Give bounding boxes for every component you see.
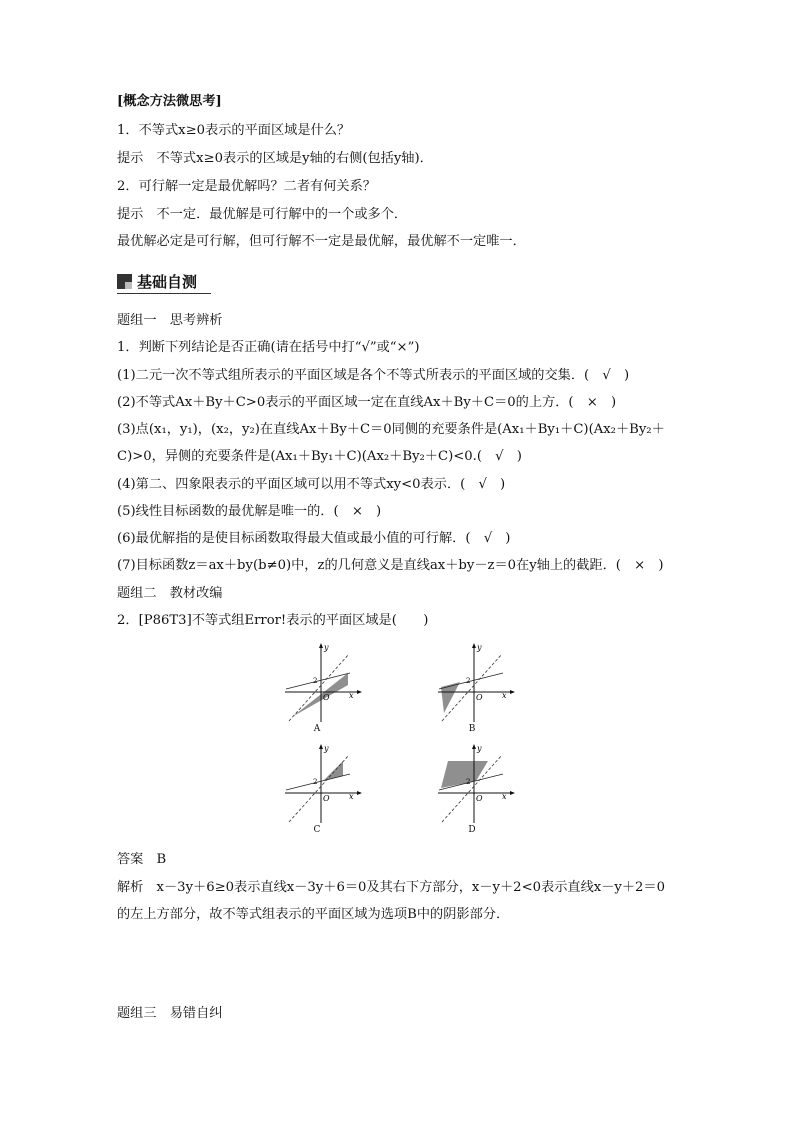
x-label: x [349, 792, 354, 801]
origin-label: O [323, 693, 330, 702]
concept-answer-2: 提示 不一定．最优解是可行解中的一个或多个． [117, 207, 408, 222]
judgement-item-2: (2)不等式Ax＋By＋C>0表示的平面区域一定在直线Ax＋By＋C＝0的上方．( × ) [117, 395, 617, 410]
y-arrow-icon [319, 744, 323, 749]
x-arrow-icon [357, 791, 362, 795]
section-underline [117, 293, 211, 294]
x-label: x [349, 691, 354, 700]
line-solid [286, 774, 350, 790]
x-label: x [502, 792, 507, 801]
y-label: y [477, 744, 482, 753]
origin-label: O [323, 794, 330, 803]
judgement-item-1: (1)二元一次不等式组所表示的平面区域是各个不等式所表示的平面区域的交集．( √ ) [117, 368, 630, 383]
section-title: 基础自测 [137, 273, 198, 291]
origin-label: O [476, 693, 483, 702]
group1-question: 1．判断下列结论是否正确(请在括号中打“√”或“×”) [117, 340, 420, 355]
y-arrow-icon [472, 744, 476, 749]
y-label: y [477, 643, 482, 652]
line-solid [439, 673, 503, 689]
group1-title: 题组一 思考辨析 [117, 313, 223, 328]
option-label-b: B [468, 724, 476, 734]
answer-text: 答案 B [117, 852, 167, 867]
x-label: x [502, 691, 507, 700]
tick-label: 2 [466, 778, 471, 786]
concept-answer-2-continued: 最优解必定是可行解，但可行解不一定是最优解，最优解不一定唯一． [117, 234, 526, 249]
concept-answer-1: 提示 不等式x≥0表示的区域是y轴的右侧(包括y轴)． [117, 151, 433, 166]
judgement-item-5: (5)线性目标函数的最优解是唯一的．( × ) [117, 504, 382, 519]
option-label-c: C [313, 825, 321, 835]
analysis-line-2: 的左上方部分，故不等式组表示的平面区域为选项B中的阴影部分． [117, 907, 510, 922]
group3-title: 题组三 易错自纠 [117, 1006, 223, 1021]
y-label: y [324, 744, 329, 753]
group2-question: 2．[P86T3]不等式组Error!表示的平面区域是( ) [117, 613, 429, 628]
option-figure-b [436, 642, 516, 738]
x-arrow-icon [357, 690, 362, 694]
option-figure-d [436, 743, 516, 839]
judgement-item-6: (6)最优解指的是使目标函数取得最大值或最小值的可行解．( √ ) [117, 531, 511, 546]
concept-question-2: 2．可行解一定是最优解吗？二者有何关系？ [117, 179, 376, 194]
tick-label: 2 [466, 677, 471, 685]
tick-label: 2 [313, 778, 318, 786]
section-square-icon [117, 274, 132, 289]
section-header [117, 270, 211, 294]
judgement-item-4: (4)第二、四象限表示的平面区域可以用不等式xy<0表示．( √ ) [117, 477, 506, 492]
y-arrow-icon [472, 643, 476, 648]
option-label-d: D [468, 825, 476, 835]
x-arrow-icon [510, 791, 515, 795]
tick-label: 2 [313, 677, 318, 685]
group2-title: 题组二 教材改编 [117, 586, 223, 601]
judgement-item-3: (3)点(x₁，y₁)，(x₂，y₂)在直线Ax＋By＋C＝0同侧的充要条件是(Ax₁＋By₁＋C)(Ax₂＋By₂＋ [117, 422, 665, 437]
shaded-region [441, 682, 460, 713]
option-figure-c [283, 743, 363, 839]
judgement-item-3-continued: C)>0，异侧的充要条件是(Ax₁＋By₁＋C)(Ax₂＋By₂＋C)<0.( √ ) [117, 449, 522, 464]
shaded-region [292, 673, 348, 717]
option-label-a: A [313, 724, 321, 734]
concept-heading: [概念方法微思考] [117, 94, 222, 109]
origin-label: O [476, 794, 483, 803]
option-figure-a [283, 642, 363, 738]
y-label: y [324, 643, 329, 652]
judgement-item-7: (7)目标函数z＝ax＋by(b≠0)中，z的几何意义是直线ax＋by－z＝0在y轴上的截距．( × ) [117, 558, 664, 573]
y-arrow-icon [319, 643, 323, 648]
analysis-line-1: 解析 x－3y＋6≥0表示直线x－3y＋6＝0及其右下方部分，x－y＋2<0表示直线x－y＋2＝0 [117, 880, 665, 895]
x-arrow-icon [510, 690, 515, 694]
concept-question-1: 1．不等式x≥0表示的平面区域是什么？ [117, 123, 351, 138]
line-dashed [289, 755, 349, 822]
